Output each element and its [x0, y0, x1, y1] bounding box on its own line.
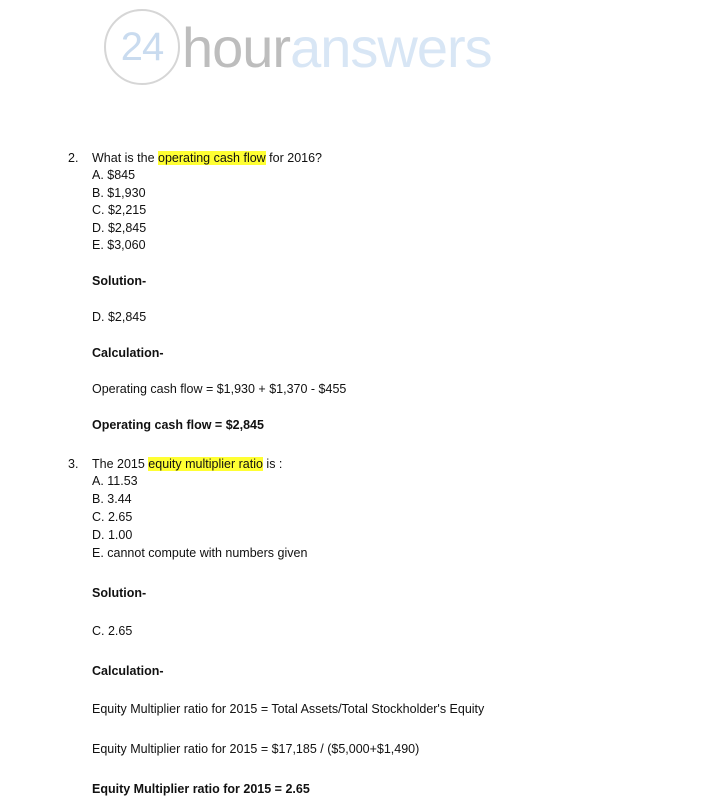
option-e: E. $3,060: [92, 238, 146, 252]
question-suffix: is :: [262, 457, 283, 471]
highlighted-term: operating cash flow: [158, 151, 266, 165]
option-e: E. cannot compute with numbers given: [92, 546, 308, 560]
option-a: A. 11.53: [92, 474, 138, 488]
calculation-label: Calculation-: [92, 664, 164, 678]
question-suffix: for 2016?: [265, 151, 322, 165]
calculation-result: Operating cash flow = $2,845: [92, 418, 264, 432]
logo: [104, 6, 492, 88]
calculation-formula-2: Equity Multiplier ratio for 2015 = $17,185 / ($5,000+$1,490): [92, 742, 420, 756]
calculation-formula-1: Equity Multiplier ratio for 2015 = Total Assets/Total Stockholder's Equity: [92, 702, 485, 716]
logo-word-hour: hour: [182, 15, 291, 79]
highlighted-term: equity multiplier ratio: [148, 457, 263, 471]
question-text: [92, 150, 322, 166]
option-c: C. 2.65: [92, 510, 133, 524]
question-prefix: The 2015: [92, 457, 149, 471]
calculation-result: Equity Multiplier ratio for 2015 = 2.65: [92, 782, 310, 796]
solution-answer: C. 2.65: [92, 624, 133, 638]
option-b: B. 3.44: [92, 492, 132, 506]
option-b: B. $1,930: [92, 186, 146, 200]
solution-label: Solution-: [92, 586, 147, 600]
option-d: D. 1.00: [92, 528, 133, 542]
logo-word-answers: answers: [290, 15, 492, 79]
calculation-formula: Operating cash flow = $1,930 + $1,370 - $455: [92, 382, 347, 396]
solution-label: Solution-: [92, 274, 147, 288]
question-number: 2.: [68, 151, 79, 165]
logo-circle: 24: [104, 9, 180, 85]
calculation-label: Calculation-: [92, 346, 164, 360]
option-c: C. $2,215: [92, 203, 147, 217]
question-text: [92, 456, 282, 472]
option-a: A. $845: [92, 168, 136, 182]
question-number: 3.: [68, 457, 79, 471]
option-d: D. $2,845: [92, 221, 147, 235]
solution-answer: D. $2,845: [92, 310, 147, 324]
question-prefix: What is the: [92, 151, 158, 165]
